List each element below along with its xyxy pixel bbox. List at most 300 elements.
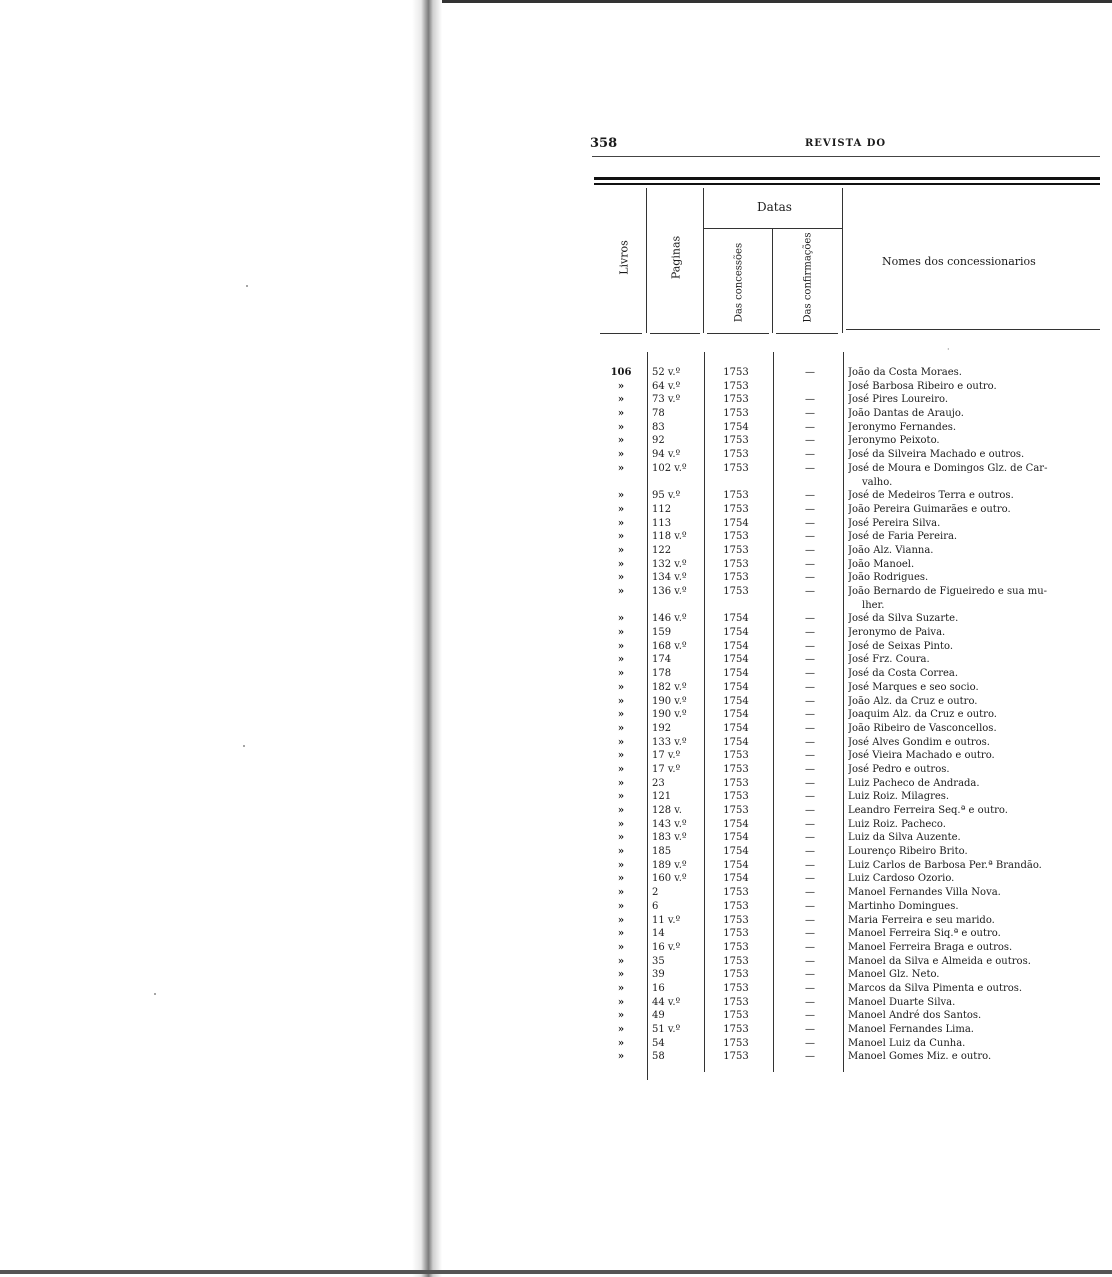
- cell-concessao: 1753: [723, 1010, 749, 1022]
- cell-concessao: 1754: [723, 832, 749, 844]
- cell-concessao: 1753: [723, 558, 749, 570]
- cell-nome: Manoel André dos Santos.: [848, 1010, 982, 1022]
- cell-pagina: 102 v.º: [652, 462, 687, 474]
- cell-concessao: 1754: [723, 681, 749, 693]
- cell-concessao: 1754: [723, 859, 749, 871]
- table-row: [600, 722, 1100, 736]
- cell-nome: José Marques e seo socio.: [848, 681, 979, 693]
- cell-pagina: 183 v.º: [652, 832, 687, 844]
- cell-concessao: 1754: [723, 613, 749, 625]
- cell-concessao: 1753: [723, 449, 749, 461]
- cell-confirmacao: —: [805, 517, 815, 529]
- cell-concessao: 1753: [723, 408, 749, 420]
- cell-pagina: 122: [652, 544, 672, 556]
- cell-confirmacao: —: [805, 982, 815, 994]
- table-row: [600, 845, 1100, 859]
- cell-confirmacao: —: [805, 421, 815, 433]
- cell-pagina: 190 v.º: [652, 695, 687, 707]
- cell-concessao: 1753: [723, 969, 749, 981]
- cell-concessao: 1753: [723, 1051, 749, 1063]
- cell-nome: Manoel Fernandes Villa Nova.: [848, 887, 1001, 899]
- cell-nome: João Pereira Guimarães e outro.: [848, 503, 1011, 515]
- cell-nome: Maria Ferreira e seu marido.: [848, 914, 995, 926]
- cell-nome: José Frz. Coura.: [848, 654, 930, 666]
- cell-pagina: 113: [652, 517, 672, 529]
- cell-concessao: 1754: [723, 873, 749, 885]
- table-row: [600, 667, 1100, 681]
- cell-nome: Luiz da Silva Auzente.: [848, 832, 961, 844]
- cell-livro: »: [617, 380, 625, 392]
- cell-pagina: 159: [652, 627, 672, 639]
- cell-pagina: 17 v.º: [652, 750, 681, 762]
- cell-nome: Martinho Domingues.: [848, 900, 959, 912]
- cell-pagina: 6: [652, 900, 659, 912]
- cell-confirmacao: —: [805, 818, 815, 830]
- table-row: [600, 900, 1100, 914]
- cell-pagina: 23: [652, 777, 665, 789]
- cell-confirmacao: —: [805, 750, 815, 762]
- cell-nome: Manoel da Silva e Almeida e outros.: [848, 955, 1031, 967]
- cell-concessao: 1753: [723, 1024, 749, 1035]
- col-divider: [646, 188, 647, 333]
- header-bottom-rule: [707, 333, 769, 334]
- cell-livro: 106: [610, 367, 632, 378]
- cell-confirmacao: —: [805, 722, 815, 734]
- cell-concessao: 1754: [723, 722, 749, 734]
- cell-livro: »: [617, 640, 625, 652]
- table-row: [600, 818, 1100, 832]
- header-bottom-rule: [776, 333, 838, 334]
- cell-confirmacao: —: [805, 490, 815, 502]
- cell-livro: »: [617, 1010, 625, 1022]
- cell-confirmacao: —: [805, 408, 815, 420]
- cell-confirmacao: —: [805, 791, 815, 803]
- cell-concessao: 1754: [723, 736, 749, 748]
- header-livros: Livros: [617, 240, 631, 275]
- header-bottom-rule: [600, 333, 642, 334]
- cell-nome: João Dantas de Araujo.: [848, 408, 964, 420]
- cell-nome: Luiz Carlos de Barbosa Per.ª Brandão.: [848, 859, 1042, 871]
- cell-nome: João Alz. da Cruz e outro.: [848, 695, 978, 707]
- table-row: [600, 872, 1100, 886]
- cell-livro: »: [617, 900, 625, 912]
- cell-nome: José da Silva Suzarte.: [848, 613, 959, 625]
- cell-concessao: 1753: [723, 394, 749, 406]
- cell-concessao: 1754: [723, 695, 749, 707]
- table-row: [600, 421, 1100, 435]
- cell-livro: »: [617, 681, 625, 693]
- cell-livro: »: [617, 572, 625, 584]
- cell-pagina: 112: [652, 503, 672, 515]
- cell-pagina: 52 v.º: [652, 367, 681, 378]
- cell-concessao: 1753: [723, 586, 749, 597]
- cell-pagina: 160 v.º: [652, 873, 687, 885]
- table-row: [600, 790, 1100, 804]
- cell-nome: Luiz Roiz. Milagres.: [848, 791, 950, 803]
- cell-confirmacao: —: [805, 736, 815, 748]
- cell-confirmacao: —: [805, 777, 815, 789]
- cell-nome: Jeronymo Peixoto.: [848, 435, 940, 447]
- cell-nome: Manoel Ferreira Braga e outros.: [848, 941, 1013, 953]
- cell-nome: José Pedro e outros.: [848, 763, 950, 775]
- cell-livro: »: [617, 996, 625, 1008]
- cell-pagina: 17 v.º: [652, 763, 681, 775]
- cell-pagina: 174: [652, 654, 672, 666]
- cell-nome: Jeronymo de Paiva.: [848, 627, 946, 639]
- cell-pagina: 49: [652, 1010, 665, 1022]
- cell-concessao: 1753: [723, 955, 749, 967]
- table-row: [600, 1023, 1100, 1037]
- cell-pagina: 185: [652, 846, 672, 858]
- cell-confirmacao: —: [805, 681, 815, 693]
- cell-concessao: 1754: [723, 668, 749, 680]
- cell-pagina: 121: [652, 791, 672, 803]
- cell-livro: »: [617, 969, 625, 981]
- cell-pagina: 16 v.º: [652, 941, 681, 953]
- cell-pagina: 54: [652, 1037, 665, 1049]
- cell-confirmacao: —: [805, 462, 815, 474]
- cell-pagina: 95 v.º: [652, 490, 681, 502]
- cell-livro: »: [617, 517, 625, 529]
- cell-concessao: 1753: [723, 367, 749, 378]
- cell-nome: José Barbosa Ribeiro e outro.: [848, 380, 997, 392]
- cell-livro: »: [617, 832, 625, 844]
- table-row: [600, 530, 1100, 544]
- table-row: [600, 489, 1100, 503]
- cell-livro: »: [617, 613, 625, 625]
- cell-nome: João Ribeiro de Vasconcellos.: [848, 722, 997, 734]
- cell-livro: »: [617, 791, 625, 803]
- table-row: [600, 968, 1100, 982]
- cell-nome: Marcos da Silva Pimenta e outros.: [848, 982, 1023, 994]
- cell-pagina: 78: [652, 408, 665, 420]
- cell-livro: »: [617, 709, 625, 721]
- cell-concessao: 1754: [723, 640, 749, 652]
- table-row: [600, 517, 1100, 531]
- table-row: [600, 681, 1100, 695]
- cell-livro: »: [617, 462, 625, 474]
- cell-pagina: 168 v.º: [652, 640, 687, 652]
- cell-livro: »: [617, 1051, 625, 1063]
- table-row: [600, 708, 1100, 722]
- cell-livro: »: [617, 982, 625, 994]
- cell-nome: João Alz. Vianna.: [848, 544, 934, 556]
- cell-livro: »: [617, 763, 625, 775]
- cell-confirmacao: —: [805, 531, 815, 543]
- cell-nome: José Vieira Machado e outro.: [848, 750, 995, 762]
- cell-livro: »: [617, 914, 625, 926]
- cell-concessao: 1753: [723, 1037, 749, 1049]
- cell-concessao: 1753: [723, 763, 749, 775]
- cell-livro: »: [617, 586, 625, 597]
- cell-livro: »: [617, 449, 625, 461]
- cell-concessao: 1754: [723, 818, 749, 830]
- table-row: [600, 462, 1100, 476]
- cell-nome: Manoel Luiz da Cunha.: [848, 1037, 966, 1049]
- cell-confirmacao: —: [805, 763, 815, 775]
- cell-nome: Manoel Duarte Silva.: [848, 996, 956, 1008]
- cell-confirmacao: —: [805, 941, 815, 953]
- cell-livro: »: [617, 1024, 625, 1035]
- table-top-rule: [594, 177, 1100, 180]
- running-title: REVISTA DO: [805, 138, 887, 149]
- book-gutter: [412, 0, 442, 1277]
- table-row: [600, 777, 1100, 791]
- cell-pagina: 190 v.º: [652, 709, 687, 721]
- cell-livro: »: [617, 490, 625, 502]
- cell-livro: »: [617, 503, 625, 515]
- cell-nome: Luiz Roiz. Pacheco.: [848, 818, 946, 830]
- cell-concessao: 1754: [723, 709, 749, 721]
- cell-pagina: 39: [652, 969, 665, 981]
- cell-nome: valho.: [862, 476, 893, 488]
- cell-concessao: 1754: [723, 654, 749, 666]
- cell-pagina: 11 v.º: [652, 914, 681, 926]
- col-divider: [703, 188, 704, 333]
- cell-pagina: 35: [652, 955, 665, 967]
- cell-confirmacao: —: [805, 394, 815, 406]
- header-bottom-rule: [846, 329, 1100, 330]
- table-row: [600, 1037, 1100, 1051]
- cell-livro: »: [617, 859, 625, 871]
- cell-livro: »: [617, 955, 625, 967]
- cell-nome: Luiz Pacheco de Andrada.: [848, 777, 980, 789]
- cell-livro: »: [617, 1037, 625, 1049]
- cell-concessao: 1753: [723, 544, 749, 556]
- table-top-rule-2: [594, 183, 1100, 185]
- cell-nome: José da Costa Correa.: [848, 668, 959, 680]
- cell-nome: João Rodrigues.: [848, 572, 929, 584]
- cell-confirmacao: —: [805, 1051, 815, 1063]
- cell-livro: »: [617, 941, 625, 953]
- cell-pagina: 178: [652, 668, 672, 680]
- table-row: [600, 996, 1100, 1010]
- cell-pagina: 132 v.º: [652, 558, 687, 570]
- cell-nome: Leandro Ferreira Seq.ª e outro.: [848, 805, 1008, 816]
- cell-confirmacao: —: [805, 613, 815, 625]
- table-row: [600, 736, 1100, 750]
- header-datas: Datas: [757, 200, 792, 214]
- table-row: [600, 1009, 1100, 1023]
- cell-confirmacao: —: [805, 586, 815, 597]
- cell-pagina: 2: [652, 887, 659, 899]
- cell-confirmacao: —: [805, 449, 815, 461]
- scan-bottom-edge: [0, 1270, 1112, 1274]
- table-row: [600, 749, 1100, 763]
- table-row: [600, 585, 1100, 599]
- cell-confirmacao: —: [805, 846, 815, 858]
- cell-confirmacao: —: [805, 873, 815, 885]
- cell-confirmacao: —: [805, 367, 815, 378]
- table-row: [600, 434, 1100, 448]
- cell-concessao: 1753: [723, 914, 749, 926]
- table-row: [600, 914, 1100, 928]
- table-row: [600, 366, 1100, 380]
- cell-concessao: 1753: [723, 887, 749, 899]
- cell-concessao: 1753: [723, 777, 749, 789]
- cell-confirmacao: —: [805, 996, 815, 1008]
- cell-concessao: 1753: [723, 462, 749, 474]
- table-row: [600, 982, 1100, 996]
- col-divider: [772, 229, 773, 333]
- cell-confirmacao: —: [805, 640, 815, 652]
- cell-confirmacao: —: [805, 887, 815, 899]
- cell-nome: Manoel Ferreira Siq.ª e outro.: [848, 928, 1001, 940]
- cell-concessao: 1753: [723, 900, 749, 912]
- cell-nome: Luiz Cardoso Ozorio.: [848, 873, 955, 885]
- cell-livro: »: [617, 668, 625, 680]
- cell-livro: »: [617, 627, 625, 639]
- table-row: [600, 941, 1100, 955]
- cell-nome: José de Seixas Pinto.: [848, 640, 954, 652]
- cell-pagina: 16: [652, 982, 665, 994]
- cell-pagina: 73 v.º: [652, 394, 681, 406]
- table-row: [600, 804, 1100, 818]
- header-das-concessoes: Das concessões: [733, 242, 745, 323]
- header-bottom-rule: [650, 333, 700, 334]
- table-row: [600, 380, 1100, 394]
- cell-nome: João da Costa Moraes.: [848, 367, 962, 378]
- cell-nome: Manoel Gomes Miz. e outro.: [848, 1051, 992, 1063]
- cell-livro: »: [617, 695, 625, 707]
- table-row: [600, 503, 1100, 517]
- table-row: [600, 695, 1100, 709]
- table-row: [600, 640, 1100, 654]
- cell-concessao: 1753: [723, 928, 749, 940]
- cell-livro: »: [617, 818, 625, 830]
- col-divider: [842, 188, 843, 333]
- cell-nome: José Pires Loureiro.: [848, 394, 948, 406]
- cell-confirmacao: —: [805, 503, 815, 515]
- cell-confirmacao: —: [805, 1037, 815, 1049]
- cell-concessao: 1753: [723, 435, 749, 447]
- cell-pagina: 118 v.º: [652, 531, 687, 543]
- table-row: [600, 626, 1100, 640]
- cell-livro: »: [617, 887, 625, 899]
- table-row: [600, 599, 1100, 613]
- cell-nome: lher.: [862, 599, 885, 611]
- cell-livro: »: [617, 654, 625, 666]
- table-row: [600, 886, 1100, 900]
- cell-livro: »: [617, 777, 625, 789]
- table-row: [600, 763, 1100, 777]
- cell-livro: »: [617, 435, 625, 447]
- datas-underline: [703, 228, 843, 229]
- cell-confirmacao: —: [805, 969, 815, 981]
- cell-pagina: 128 v.: [652, 805, 682, 816]
- cell-concessao: 1753: [723, 380, 749, 392]
- table-row: [600, 955, 1100, 969]
- cell-concessao: 1753: [723, 503, 749, 515]
- cell-livro: »: [617, 750, 625, 762]
- table-row: [600, 476, 1100, 490]
- cell-pagina: 134 v.º: [652, 572, 687, 584]
- cell-confirmacao: —: [805, 668, 815, 680]
- table-row: [600, 544, 1100, 558]
- cell-confirmacao: —: [805, 654, 815, 666]
- cell-livro: »: [617, 558, 625, 570]
- cell-livro: »: [617, 805, 625, 816]
- cell-pagina: 133 v.º: [652, 736, 687, 748]
- cell-livro: »: [617, 928, 625, 940]
- cell-pagina: 136 v.º: [652, 586, 687, 597]
- cell-concessao: 1753: [723, 572, 749, 584]
- cell-pagina: 92: [652, 435, 665, 447]
- table-body: [600, 366, 1100, 1064]
- cell-livro: »: [617, 873, 625, 885]
- header-das-confirmacoes: Das confirmações: [802, 232, 814, 323]
- cell-confirmacao: —: [805, 955, 815, 967]
- cell-confirmacao: —: [805, 572, 815, 584]
- cell-nome: Jeronymo Fernandes.: [848, 421, 957, 433]
- page-number: 358: [590, 136, 618, 151]
- cell-confirmacao: —: [805, 859, 815, 871]
- header-rule: [592, 156, 1100, 157]
- cell-confirmacao: —: [805, 695, 815, 707]
- cell-livro: »: [617, 736, 625, 748]
- table-row: [600, 1050, 1100, 1064]
- table-row: [600, 831, 1100, 845]
- cell-nome: Lourenço Ribeiro Brito.: [848, 846, 968, 858]
- cell-nome: José Alves Gondim e outros.: [848, 736, 990, 748]
- cell-pagina: 83: [652, 421, 665, 433]
- cell-pagina: 182 v.º: [652, 681, 687, 693]
- cell-pagina: 64 v.º: [652, 380, 681, 392]
- cell-pagina: 146 v.º: [652, 613, 687, 625]
- left-blank-page: [0, 0, 420, 1277]
- cell-confirmacao: —: [805, 900, 815, 912]
- cell-confirmacao: —: [805, 1024, 815, 1035]
- table-row: [600, 448, 1100, 462]
- cell-concessao: 1754: [723, 846, 749, 858]
- cell-pagina: 94 v.º: [652, 449, 681, 461]
- cell-concessao: 1753: [723, 941, 749, 953]
- cell-nome: José de Medeiros Terra e outros.: [848, 490, 1014, 502]
- cell-pagina: 51 v.º: [652, 1024, 681, 1035]
- cell-nome: João Manoel.: [848, 558, 915, 570]
- speck: [243, 745, 245, 747]
- cell-livro: »: [617, 408, 625, 420]
- speck: [246, 285, 248, 287]
- cell-concessao: 1753: [723, 996, 749, 1008]
- cell-nome: Manoel Glz. Neto.: [848, 969, 940, 981]
- cell-livro: »: [617, 394, 625, 406]
- cell-nome: Manoel Fernandes Lima.: [848, 1024, 974, 1035]
- cell-confirmacao: —: [805, 544, 815, 556]
- table-row: [600, 558, 1100, 572]
- table-row: [600, 393, 1100, 407]
- cell-livro: »: [617, 531, 625, 543]
- cell-confirmacao: —: [805, 627, 815, 639]
- table-row: [600, 612, 1100, 626]
- cell-concessao: 1754: [723, 517, 749, 529]
- header-paginas: Paginas: [669, 235, 683, 280]
- speck: [154, 993, 156, 995]
- cell-nome: João Bernardo de Figueiredo e sua mu-: [848, 586, 1048, 597]
- cell-pagina: 58: [652, 1051, 665, 1063]
- cell-confirmacao: —: [805, 1010, 815, 1022]
- header-nomes: Nomes dos concessionarios: [882, 255, 1036, 268]
- cell-confirmacao: —: [805, 558, 815, 570]
- cell-confirmacao: —: [805, 805, 815, 816]
- cell-concessao: 1753: [723, 531, 749, 543]
- cell-concessao: 1753: [723, 750, 749, 762]
- cell-concessao: 1754: [723, 627, 749, 639]
- cell-nome: Joaquim Alz. da Cruz e outro.: [848, 709, 997, 721]
- cell-concessao: 1754: [723, 421, 749, 433]
- cell-concessao: 1753: [723, 791, 749, 803]
- table-row: [600, 927, 1100, 941]
